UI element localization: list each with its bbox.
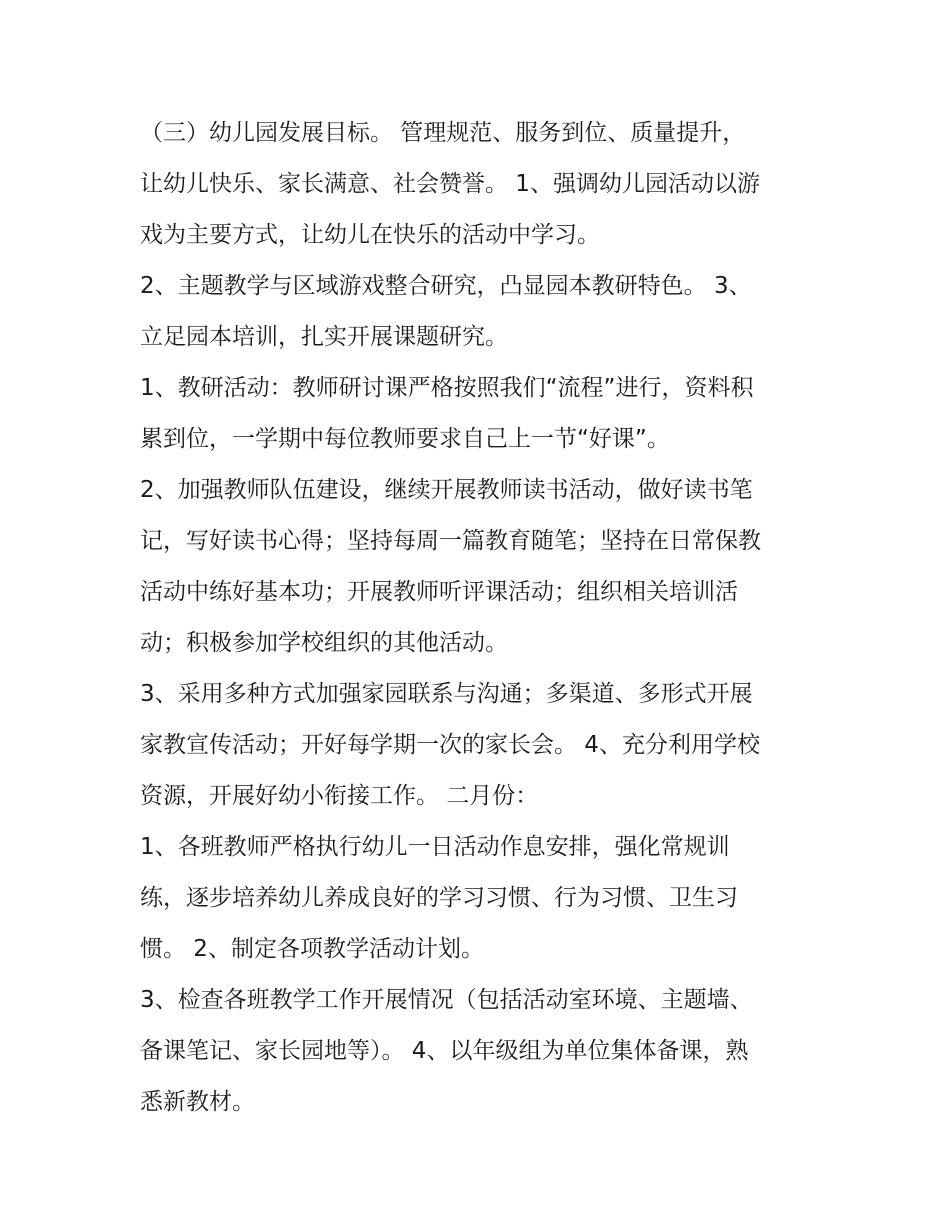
text-line: 3、采用多种方式加强家园联系与沟通；多渠道、多形式开展 [140, 681, 753, 707]
text-line: 动；积极参加学校组织的其他活动。 [140, 630, 508, 656]
text-line: 2、加强教师队伍建设，继续开展教师读书活动，做好读书笔 [140, 477, 753, 503]
document-body [140, 108, 830, 1128]
text-line: 家教宣传活动；开好每学期一次的家长会。 4、充分利用学校 [140, 732, 760, 758]
text-line: 1、各班教师严格执行幼儿一日活动作息安排，强化常规训 [140, 834, 730, 860]
text-line: 备课笔记、家长园地等）。 4、以年级组为单位集体备课，熟 [140, 1038, 749, 1064]
text-line: 戏为主要方式，让幼儿在快乐的活动中学习。 [140, 222, 600, 248]
text-line: 悉新教材。 [140, 1089, 255, 1115]
text-line: 资源，开展好幼小衔接工作。 二月份： [140, 783, 539, 809]
text-line: （三）幼儿园发展目标。 管理规范、服务到位、质量提升， [140, 120, 746, 146]
text-line: 立足园本培训，扎实开展课题研究。 [140, 324, 508, 350]
text-line: 活动中练好基本功；开展教师听评课活动；组织相关培训活 [140, 579, 738, 605]
text-line: 1、教研活动：教师研讨课严格按照我们“流程”进行，资料积 [140, 375, 754, 401]
text-line: 记，写好读书心得；坚持每周一篇教育随笔；坚持在日常保教 [140, 528, 761, 554]
text-line: 练，逐步培养幼儿养成良好的学习习惯、行为习惯、卫生习 [140, 885, 738, 911]
text-line: 累到位，一学期中每位教师要求自己上一节“好课”。 [140, 426, 670, 452]
text-line: 让幼儿快乐、家长满意、社会赞誉。 1、强调幼儿园活动以游 [140, 171, 760, 197]
text-line: 3、检查各班教学工作开展情况（包括活动室环境、主题墙、 [140, 987, 753, 1013]
text-line: 2、主题教学与区域游戏整合研究，凸显园本教研特色。 3、 [140, 273, 752, 299]
text-line: 惯。 2、制定各项教学活动计划。 [140, 936, 484, 962]
